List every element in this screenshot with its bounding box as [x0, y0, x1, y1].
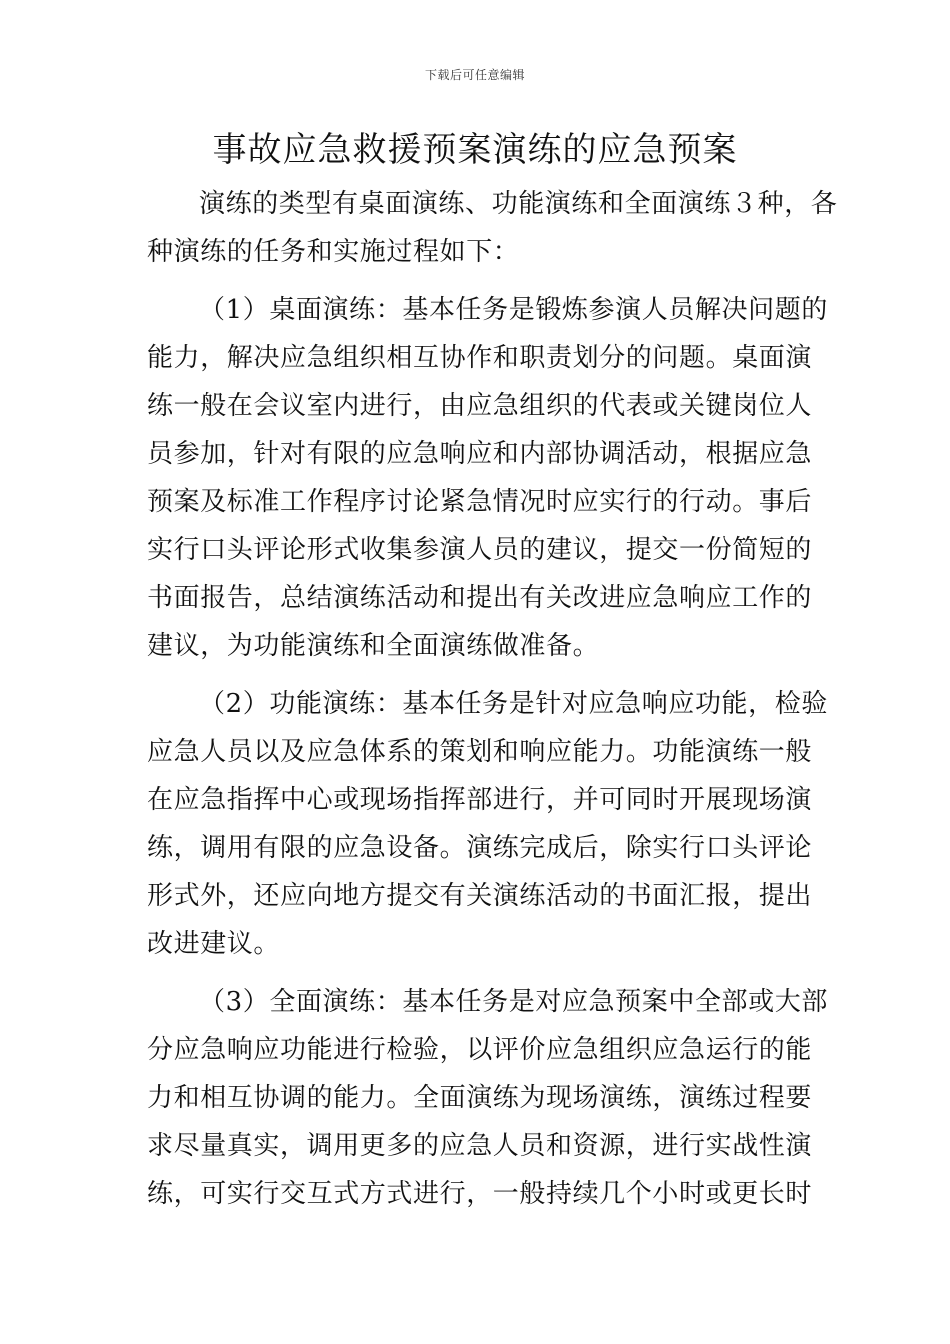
- text-line: （1）桌面演练：基本任务是锻炼参演人员解决问题的: [199, 295, 828, 325]
- text-line: 种演练的任务和实施过程如下：: [147, 237, 520, 267]
- text-line: 在应急指挥中心或现场指挥部进行，并可同时开展现场演: [147, 785, 813, 815]
- text-line: 求尽量真实，调用更多的应急人员和资源，进行实战性演: [147, 1131, 813, 1161]
- text-line: 分应急响应功能进行检验，以评价应急组织应急运行的能: [147, 1035, 813, 1065]
- text-line: 形式外，还应向地方提交有关演练活动的书面汇报，提出: [147, 881, 813, 911]
- text-line: 练，调用有限的应急设备。演练完成后，除实行口头评论: [147, 833, 813, 863]
- text-line: 应急人员以及应急体系的策划和响应能力。功能演练一般: [147, 737, 813, 767]
- text-line: 力和相互协调的能力。全面演练为现场演练，演练过程要: [147, 1083, 813, 1113]
- text-line: 能力，解决应急组织相互协作和职责划分的问题。桌面演: [147, 343, 813, 373]
- body-text: [147, 180, 838, 1218]
- text-line: 演练的类型有桌面演练、功能演练和全面演练３种，各: [199, 189, 838, 219]
- text-line: 书面报告，总结演练活动和提出有关改进应急响应工作的: [147, 583, 813, 613]
- text-line: 预案及标准工作程序讨论紧急情况时应实行的行动。事后: [147, 487, 813, 517]
- document-title: 事故应急救援预案演练的应急预案: [212, 130, 738, 170]
- text-line: 实行口头评论形式收集参演人员的建议，提交一份简短的: [147, 535, 813, 565]
- text-line: 建议，为功能演练和全面演练做准备。: [147, 631, 600, 661]
- text-line: （2）功能演练：基本任务是针对应急响应功能，检验: [199, 689, 828, 719]
- header-note: 下载后可任意编辑: [424, 68, 525, 82]
- text-line: 员参加，针对有限的应急响应和内部协调活动，根据应急: [147, 439, 813, 469]
- text-line: 练，可实行交互式方式进行，一般持续几个小时或更长时: [147, 1179, 813, 1209]
- text-line: 改进建议。: [147, 929, 281, 959]
- text-line: （3）全面演练：基本任务是对应急预案中全部或大部: [199, 987, 828, 1017]
- text-line: 练一般在会议室内进行，由应急组织的代表或关键岗位人: [147, 391, 813, 421]
